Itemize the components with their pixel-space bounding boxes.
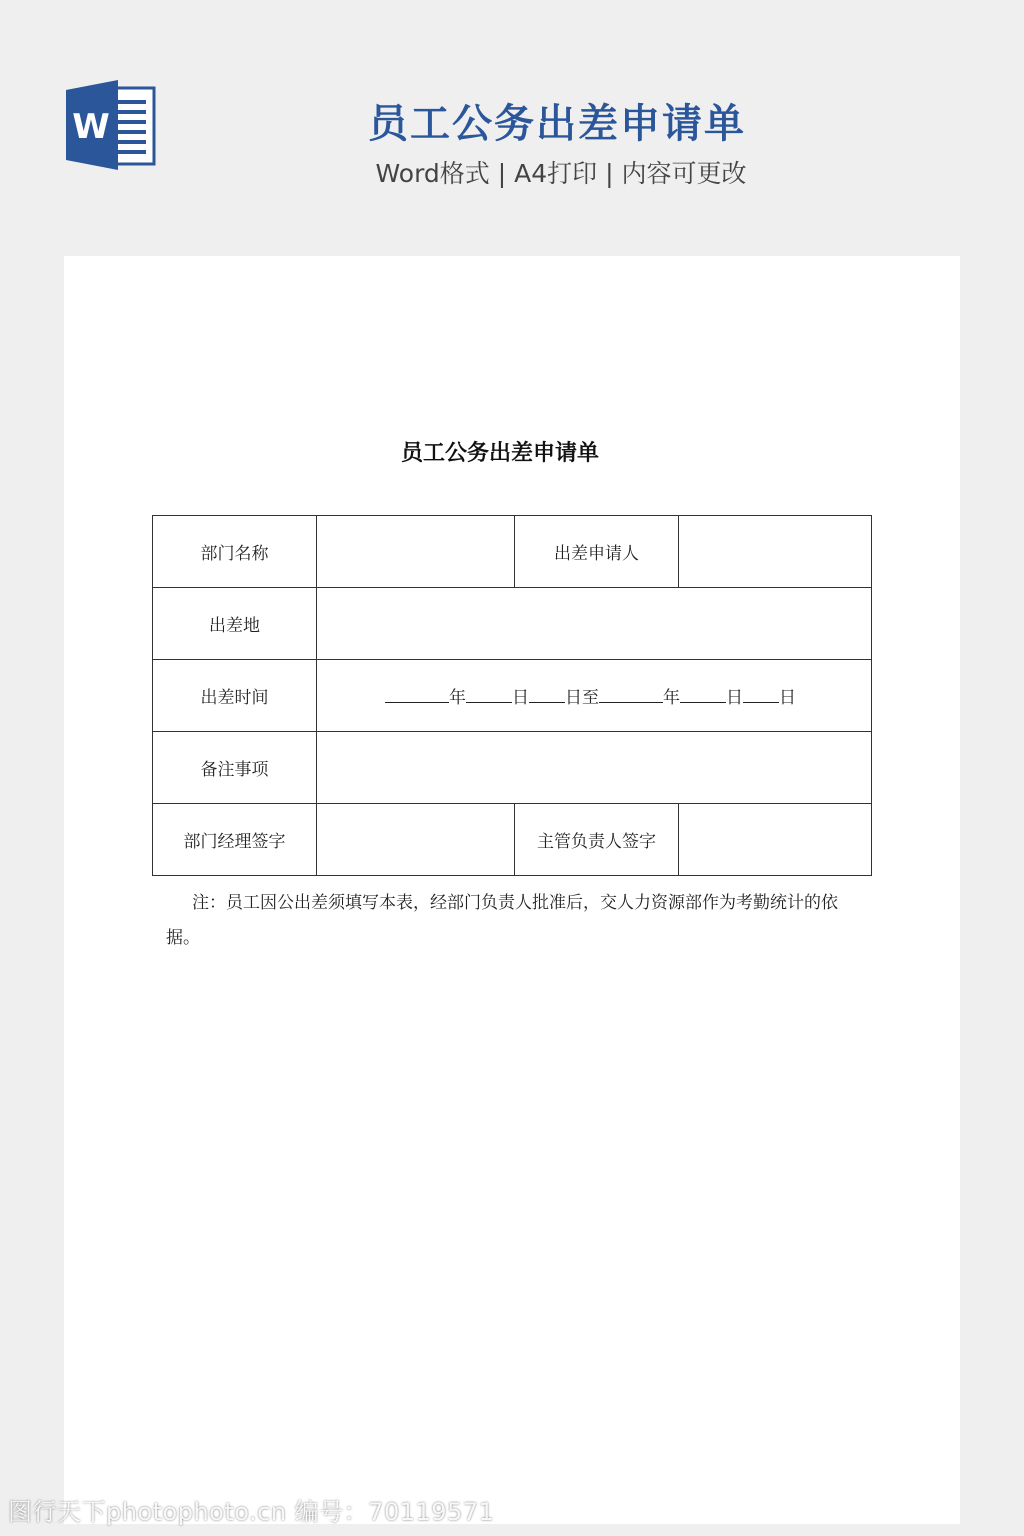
destination-label: 出差地 <box>153 588 317 660</box>
table-row <box>153 588 872 660</box>
supervisor-sign-label: 主管负责人签字 <box>515 804 679 876</box>
watermark: 图行天下photophoto.cn 编号：70119571 <box>8 1498 495 1526</box>
day-blank[interactable] <box>680 688 726 703</box>
destination-field[interactable] <box>317 588 872 660</box>
remarks-field[interactable] <box>317 732 872 804</box>
table-row <box>153 732 872 804</box>
banner-title: 员工公务出差申请单 <box>368 101 746 147</box>
day-blank[interactable] <box>529 688 565 703</box>
remarks-label: 备注事项 <box>153 732 317 804</box>
document-title: 员工公务出差申请单 <box>400 441 599 466</box>
year-blank[interactable] <box>385 688 449 703</box>
travel-time-field[interactable] <box>317 660 872 732</box>
banner <box>0 0 1024 256</box>
applicant-field[interactable] <box>679 516 872 588</box>
department-label: 部门名称 <box>153 516 317 588</box>
year-unit: 年 <box>449 688 466 708</box>
year-blank[interactable] <box>599 688 663 703</box>
year-unit: 年 <box>663 688 680 708</box>
day-to-unit: 日至 <box>565 688 599 708</box>
table-row <box>153 660 872 732</box>
document-page <box>64 256 960 1524</box>
travel-time-label: 出差时间 <box>153 660 317 732</box>
word-logo-letter: W <box>72 107 110 147</box>
applicant-label: 出差申请人 <box>515 516 679 588</box>
banner-subtitle: Word格式 | A4打印 | 内容可更改 <box>375 159 747 188</box>
table-row <box>153 516 872 588</box>
day-unit: 日 <box>779 688 796 708</box>
manager-sign-field[interactable] <box>317 804 515 876</box>
footnote: 注：员工因公出差须填写本表，经部门负责人批准后，交人力资源部作为考勤统计的依据。 <box>166 893 838 948</box>
table-row <box>153 804 872 876</box>
department-field[interactable] <box>317 516 515 588</box>
day-unit: 日 <box>512 688 529 708</box>
supervisor-sign-field[interactable] <box>679 804 872 876</box>
manager-sign-label: 部门经理签字 <box>153 804 317 876</box>
travel-request-table <box>152 515 872 876</box>
day-blank[interactable] <box>743 688 779 703</box>
day-unit: 日 <box>726 688 743 708</box>
day-blank[interactable] <box>466 688 512 703</box>
